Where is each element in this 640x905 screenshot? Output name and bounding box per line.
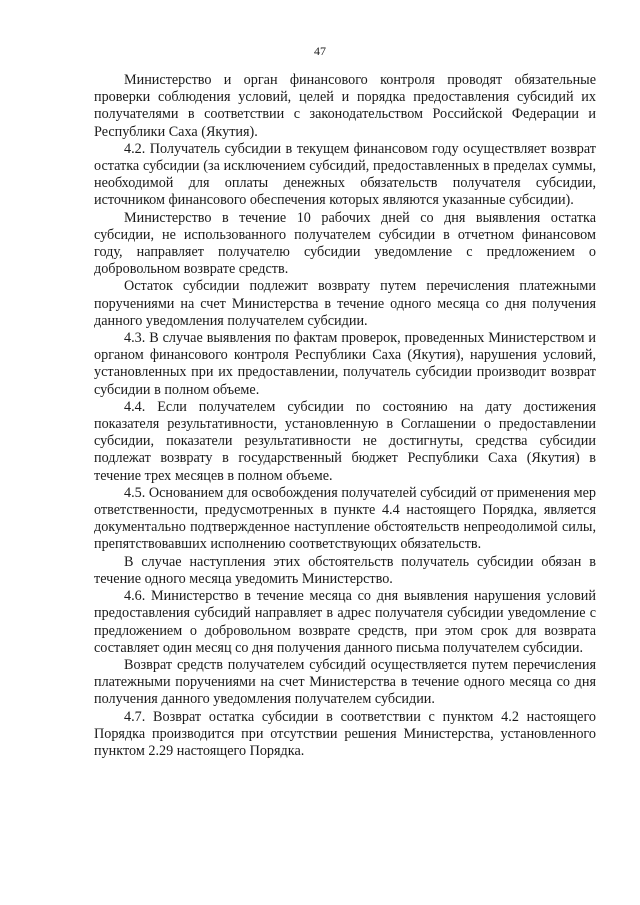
paragraph-4-2: 4.2. Получатель субсидии в текущем финансовом году осуществляет возврат остатка субсидии (за исключением субсидий, предоставленных в пределах суммы, необходимой для оплаты денежных обязательств получателя субсидии, источником финансового обеспечения которых являются указанные субсидии). (94, 140, 596, 209)
paragraph-remainder-return: Остаток субсидии подлежит возврату путем перечисления платежными поручениями на счет Министерства в течение одного месяца со дня получения данного уведомления получателем субсидии. (94, 278, 596, 329)
paragraph-ministry-notice: Министерство в течение 10 рабочих дней со дня выявления остатка субсидии, не использованного получателем субсидии в отчетном финансовом году, направляет получателю субсидии уведомление с предложением о добровольном возврате средств. (94, 209, 596, 278)
paragraph-4-4: 4.4. Если получателем субсидии по состоянию на дату достижения показателя результативности, установленную в Соглашении о предоставлении субсидии, показатели результативности не достигнуты, средства субсидии подлежат возврату в государственный бюджет Республики Саха (Якутия) в течение трех месяцев в полном объеме. (94, 398, 596, 484)
paragraph-4-6: 4.6. Министерство в течение месяца со дня выявления нарушения условий предоставления субсидий направляет в адрес получателя субсидии уведомление с предложением о добровольном возврате средств, при этом срок для возврата составляет один месяц со дня получения данного письма получателем субсидии. (94, 588, 596, 656)
document-body (94, 72, 596, 760)
paragraph-force-majeure-notice: В случае наступления этих обстоятельств получатель субсидии обязан в течение одного месяца уведомить Министерство. (94, 553, 596, 587)
paragraph-4-3: 4.3. В случае выявления по фактам проверок, проведенных Министерством и органом финансового контроля Республики Саха (Якутия), нарушения условий, установленных при их предоставлении, получатель субсидии производит возврат субсидии в полном объеме. (94, 330, 596, 398)
paragraph-4-7: 4.7. Возврат остатка субсидии в соответствии с пунктом 4.2 настоящего Порядка производится при отсутствии решения Министерства, установленного пунктом 2.29 настоящего Порядка. (94, 708, 596, 759)
paragraph-4-5: 4.5. Основанием для освобождения получателей субсидий от применения мер ответственности, предусмотренных в пункте 4.4 настоящего Порядка, является документально подтвержденное наступление обстоятельств непреодолимой силы, препятствовавших исполнению соответствующих обязательств. (94, 484, 596, 553)
page-number: 47 (314, 44, 326, 58)
paragraph-refund-procedure: Возврат средств получателем субсидий осуществляется путем перечисления платежными поручениями на счет Министерства в течение одного месяца со дня получения данного уведомления получателем субсидии. (94, 656, 596, 708)
paragraph-control-intro: Министерство и орган финансового контроля проводят обязательные проверки соблюдения условий, целей и порядка предоставления субсидий их получателями в соответствии с законодательством Российской Федерации и Республики Саха (Якутия). (94, 72, 596, 140)
